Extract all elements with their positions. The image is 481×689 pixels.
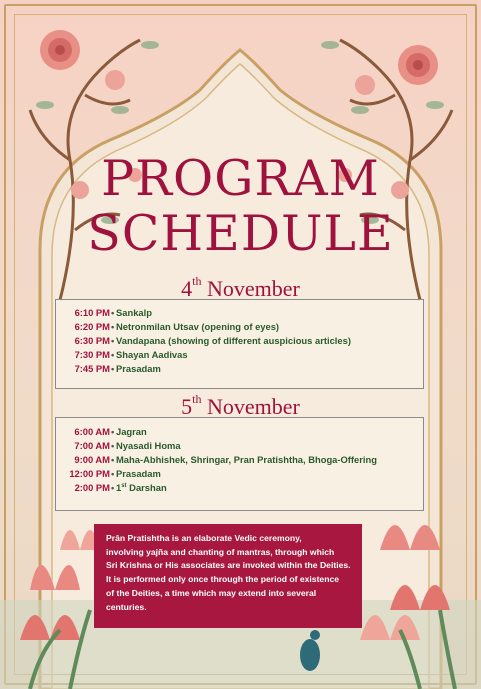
schedule-event: Sankalp: [116, 307, 152, 318]
schedule-time: 6:10 PM: [74, 307, 110, 318]
schedule-event: Nyasadi Homa: [116, 440, 181, 451]
bullet: •: [111, 349, 115, 360]
bullet: •: [111, 335, 115, 346]
bullet: •: [111, 307, 115, 318]
day-suffix: th: [192, 274, 202, 288]
callout-line: Prân Pratishtha is an elaborate Vedic ceremony,: [106, 533, 302, 543]
schedule-time: 12:00 PM: [69, 468, 110, 479]
schedule-time: 7:00 AM: [74, 440, 110, 451]
callout-line: It is performed only once through the period of existence: [106, 574, 340, 585]
schedule-time: 6:20 PM: [74, 321, 110, 332]
event-ordinal-suffix: st: [121, 482, 127, 489]
callout-line: involving yajña and chanting of mantras, through which: [106, 546, 335, 557]
schedule-event: Prasadam: [116, 468, 161, 479]
schedule-row: [56, 307, 423, 321]
day-month: November: [206, 276, 300, 301]
event-label: Darshan: [129, 482, 167, 493]
schedule-event: Maha-Abhishek, Shringar, Pran Pratishtha, Bhoga-Offering: [116, 454, 377, 465]
schedule-event: Jagran: [116, 426, 147, 437]
schedule-row: [56, 321, 423, 335]
schedule-row: [56, 426, 423, 440]
schedule-row: [56, 454, 423, 468]
schedule-event: Netronmilan Utsav (opening of eyes): [116, 321, 280, 332]
schedule-event: [116, 482, 167, 493]
bullet: •: [111, 454, 115, 465]
schedule-time: 9:00 AM: [74, 454, 110, 465]
bullet: •: [111, 426, 115, 437]
schedule-event: Prasadam: [116, 363, 161, 374]
schedule-row: [56, 363, 423, 377]
schedule-row: [56, 335, 423, 349]
schedule-row: [56, 440, 423, 454]
bullet: •: [111, 468, 115, 479]
schedule-box-day-1: [55, 299, 424, 389]
bullet: •: [111, 440, 115, 451]
schedule-time: 6:00 AM: [74, 426, 110, 437]
title-line-schedule: SCHEDULE: [87, 205, 394, 262]
schedule-time: 7:45 PM: [74, 363, 110, 374]
title-line-program: PROGRAM: [101, 150, 380, 207]
callout-text: [106, 532, 376, 614]
schedule-row: [56, 349, 423, 363]
day-number: 4: [181, 276, 193, 301]
day-month: November: [206, 394, 300, 419]
event-ordinal-number: 1: [116, 482, 122, 493]
pran-pratishtha-callout: [94, 524, 362, 628]
day-suffix: th: [192, 392, 202, 406]
bullet: •: [111, 321, 115, 332]
schedule-row: [56, 482, 423, 496]
schedule-event: Shayan Aadivas: [116, 349, 188, 360]
callout-line: of the Deities, a time which may extend into several: [106, 587, 317, 598]
schedule-row: [56, 468, 423, 482]
schedule-event: Vandapana (showing of different auspicious articles): [116, 335, 351, 346]
callout-line: Sri Krishna or His associates are invoked within the Deities.: [106, 560, 351, 571]
schedule-time: 6:30 PM: [74, 335, 110, 346]
schedule-time: 2:00 PM: [74, 482, 110, 493]
callout-line: centuries.: [106, 601, 147, 612]
day-number: 5: [181, 394, 193, 419]
schedule-time: 7:30 PM: [74, 349, 110, 360]
bullet: •: [111, 482, 115, 493]
schedule-box-day-2: [55, 417, 424, 511]
bullet: •: [111, 363, 115, 374]
